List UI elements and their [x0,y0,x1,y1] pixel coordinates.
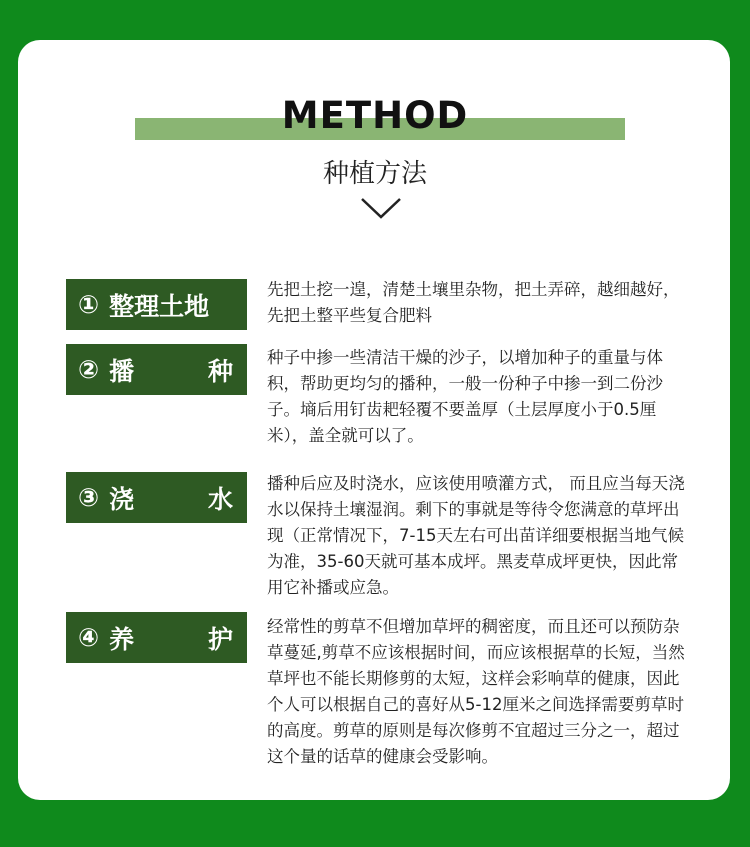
step-name [109,352,233,388]
step-name [109,287,233,323]
step-number: ① [78,290,100,319]
step-text-1: 先把土挖一遑，清楚土壤里杂物，把土弄碎，越细越好，先把土整平些复合肥料 [267,280,680,325]
step-text-3: 播种后应及时浇水，应该使用喷灌方式， 而且应当每天浇水以保持土壤湿润。剩下的事就是等待令您满意的草坪出现（正常情况下，7-15天左右可出苗详细要根据当地气候为准，35-60天就可基本成坪。黑麦草成坪更快，因此常用它补播或应急。 [267,474,685,597]
step-name-char-b: 种 [207,356,233,386]
page-subtitle: 种植方法 [322,159,427,189]
step-name [109,480,233,516]
step-label-1 [66,279,247,330]
step-name-char-b: 护 [207,624,233,654]
step-name-text: 整理土地 [109,291,210,321]
step-number: ③ [78,483,100,512]
step-text-4: 经常性的剪草不但增加草坪的稠密度，而且还可以预防杂草蔓延,剪草不应该根据时间，而应该根据草的长短，当然草坪也不能长期修剪的太短，这样会彩响草的健康，因此个人可以根据自己的喜好从5-12厘米之间选择需要剪草时的高度。剪草的原则是每次修剪不宜超过三分之一，超过这个量的话草的健康会受影响。 [267,617,685,766]
step-name [109,620,233,656]
step-name-char-a: 浇 [109,484,135,514]
step-label-4 [66,612,247,663]
step-name-char-a: 养 [109,624,135,654]
step-number: ② [78,355,100,384]
step-name-char-a: 播 [109,356,135,386]
step-label-3 [66,472,247,523]
page-title: METHOD [281,94,469,137]
step-number: ④ [78,623,100,652]
chevron-down-icon [359,195,403,221]
step-label-2 [66,344,247,395]
step-name-char-b: 水 [207,484,233,514]
step-text-2: 种子中掺一些清洁干燥的沙子，以增加种子的重量与体积，帮助更均匀的播种，一般一份种子中掺一到二份沙子。墒后用钉齿耙轻覆不要盖厚（土层厚度小于0.5厘米），盖全就可以了。 [267,348,663,445]
